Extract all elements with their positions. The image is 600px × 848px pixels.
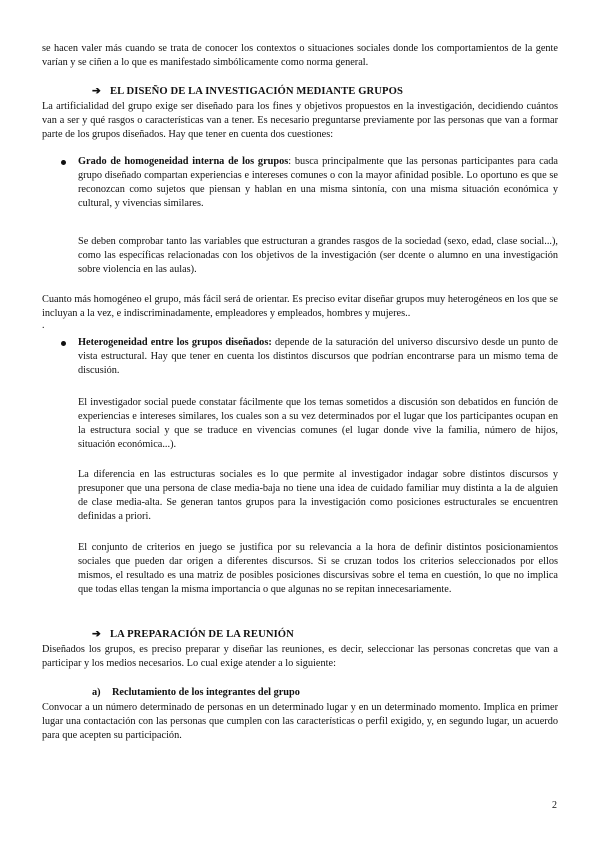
bullet-title: Grado de homogeneidad interna de los grupos: [78, 156, 289, 167]
bullet-title: Heterogeneidad entre los grupos diseñados:: [78, 337, 272, 348]
page-number: 2: [552, 800, 557, 811]
bullet-text: : busca principalmente que las personas participantes para cada grupo diseñado compartan experiencias e intereses comunes o con la mayor afinidad posible. Lo oportuno es que se reconozcan como sujetos que piensan y hablan en una misma sintonía, con una misma situación económica y cultural, y vivencias similares.: [78, 156, 558, 209]
bullet-icon: [61, 341, 66, 346]
section-paragraph: La artificialidad del grupo exige ser diseñado para los fines y objetivos propuestos en la investigación, decidiendo cuántos van a ser y qué rasgos o características van a tener. Es necesario preguntarse previamente por las personas que van a formar parte de los grupos diseñados. Hay que tener en cuenta dos cuestiones:: [42, 101, 558, 140]
bullet-homogeneidad: [78, 155, 558, 211]
subsection-paragraph: Convocar a un número determinado de personas en un determinado lugar y en un determinado momento. Implica en primer lugar una contactación con las personas que cumplen con las características o perfil exigido, y, en segundo lugar, un acuerdo para que acepten su participación.: [42, 702, 558, 741]
bullet-paragraph: La diferencia en las estructuras sociales es lo que permite al investigador indagar sobre distintos discursos y presuponer que una persona de clase media-baja no tiene una idea de cuidado familiar muy distinta a la de alguien de clase media-alta. Se generan tantos grupos para la investigación como posiciones estructurales se encuentren definidas a priori.: [78, 469, 558, 522]
section-heading-preparacion: [92, 628, 294, 642]
bullet-text: depende de la saturación del universo discursivo desde un punto de vista estructural. Hay que tener en cuenta los distintos discursos que podrían encontrarse para un mismo tema de discusión.: [78, 337, 558, 376]
arrow-right-icon: ➔: [92, 86, 101, 97]
section-paragraph: Diseñados los grupos, es preciso preparar y diseñar las reuniones, es decir, seleccionar las personas concretas que van a participar y los medios necesarios. Lo cual exige atender a lo siguiente:: [42, 644, 558, 669]
bullet-paragraph: El conjunto de criterios en juego se justifica por su relevancia a la hora de definir distintos posicionamientos sociales que pueden dar origen a diferentes discursos. Si se cruzan todos los criterios seleccionados por ellos mismos, el resultado es una matriz de posibles posiciones discursivas sobre el tema en cuestión, lo que no implica que todas ellas tengan la misma importancia o que algunas no se repitan innecesariamente.: [78, 542, 558, 595]
stray-dot: .: [42, 320, 45, 331]
subsection-title: Reclutamiento de los integrantes del grupo: [112, 687, 300, 698]
subsection-letter: a): [92, 687, 101, 698]
bullet-heterogeneidad: [78, 336, 558, 378]
section-heading-diseno: [92, 85, 403, 99]
section-title: EL DISEÑO DE LA INVESTIGACIÓN MEDIANTE GRUPOS: [110, 86, 403, 97]
intro-paragraph: se hacen valer más cuando se trata de conocer los contextos o situaciones sociales donde los comportamientos de la gente varían y se ciñen a lo que es manifestado simbólicamente como norma general.: [42, 43, 558, 68]
arrow-right-icon: ➔: [92, 629, 101, 640]
section-title: LA PREPARACIÓN DE LA REUNIÓN: [110, 629, 294, 640]
bullet-paragraph: El investigador social puede constatar fácilmente que los temas sometidos a discusión son debatidos en función de experiencias e intereses similares, los cuales son a su vez determinados por el lugar que los participantes ocupan en la estructura social y que se traduce en vivencias comunes (el lugar donde vive la familia, número de hijos, situación económica...).: [78, 397, 558, 450]
subsection-heading: [92, 686, 300, 700]
middle-paragraph: Cuanto más homogéneo el grupo, más fácil será de orientar. Es preciso evitar diseñar grupos muy heterogéneos en los que se incluyan a la vez, e indiscriminadamente, empleadores y empleados, hombres y mujeres..: [42, 294, 558, 319]
bullet-icon: [61, 160, 66, 165]
bullet-paragraph: Se deben comprobar tanto las variables que estructuran a grandes rasgos de la sociedad (sexo, edad, clase social...), como las específicas relacionadas con los objetivos de la investigación (ser dcente o alumno en una investigación sobre violencia en las aulas).: [78, 236, 558, 275]
